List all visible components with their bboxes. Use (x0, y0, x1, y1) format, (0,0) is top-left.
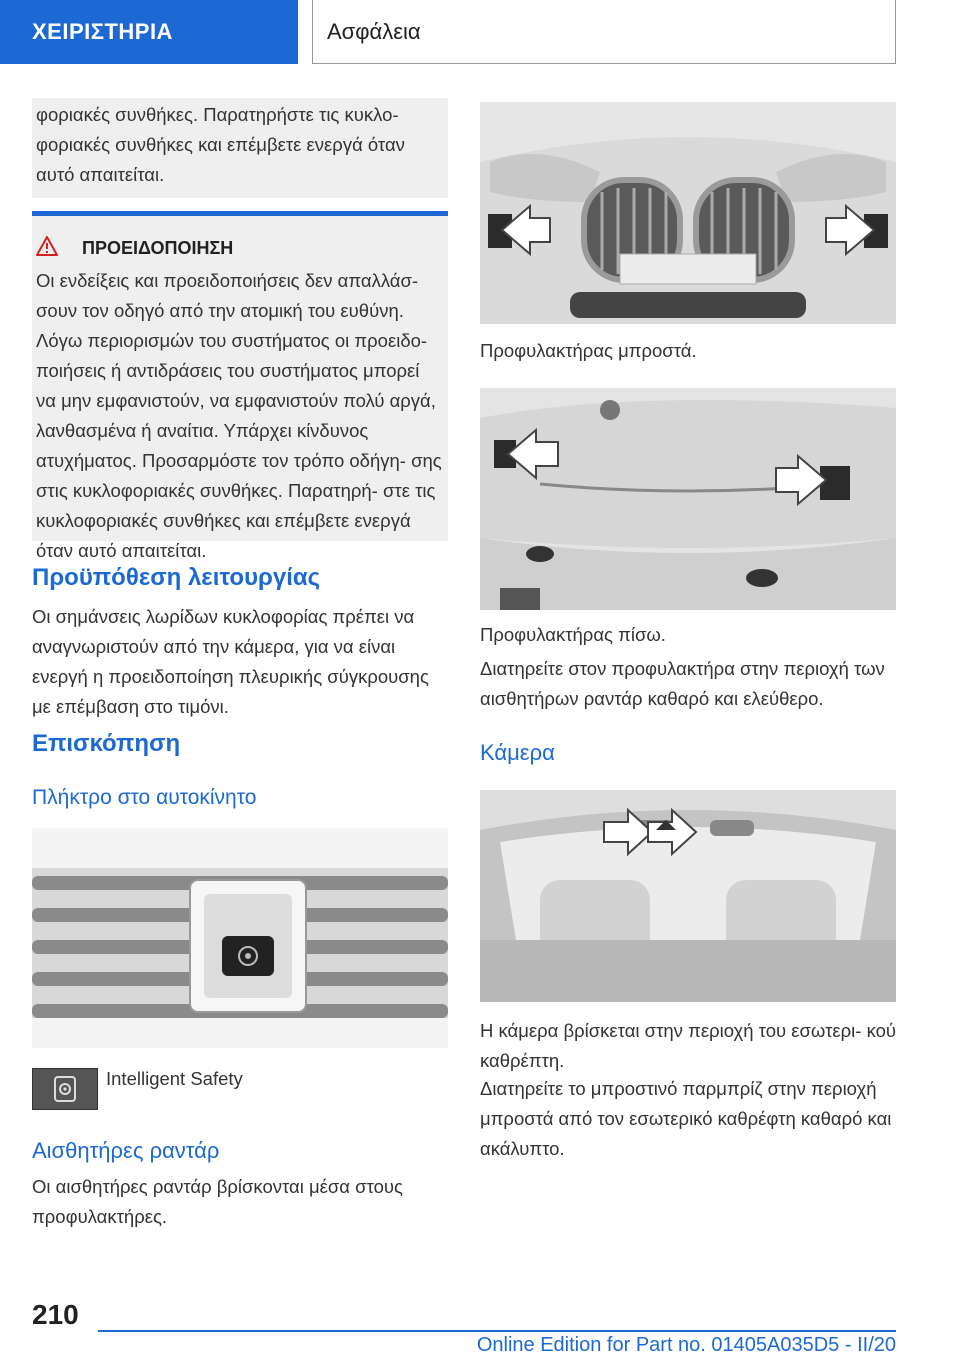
chapter-tab: ΧΕΙΡΙΣΤΗΡΙΑ (0, 0, 298, 64)
warning-title: ΠΡΟΕΙΔΟΠΟΙΗΣΗ (82, 238, 234, 258)
continued-note-text: φοριακές συνθήκες. Παρατηρήστε τις κυκλο- φοριακές συνθήκες και επέμβετε ενεργά όταν αυτό απαιτείται. (36, 104, 405, 185)
warning-triangle-icon (36, 236, 58, 261)
footer-edition[interactable]: Online Edition for Part no. 01405A035D5 - II/20 (476, 1334, 896, 1356)
rear-bumper-figure (480, 388, 896, 610)
heading-overview: Επισκόπηση (32, 730, 181, 757)
heading-prerequisite: Προϋπόθεση λειτουργίας (32, 564, 321, 591)
prerequisite-text: Οι σημάνσεις λωρίδων κυκλοφορίας πρέπει να αναγνωριστούν από την κάμερα, για να είναι ενεργή η προειδοποίηση πλευρικής σύγκρουσης με επέμβαση στο τιμόνι. (32, 606, 429, 717)
camera-keep-clean-text: Διατηρείτε το μπροστινό παρμπρίζ στην περιοχή μπροστά από τον εσωτερικό καθρέφτη καθαρό και ακάλυπτο. (480, 1078, 892, 1159)
intelligent-safety-label: Intelligent Safety (106, 1068, 243, 1089)
footer-rule (98, 1330, 896, 1332)
bumper-keep-clean-text: Διατηρείτε στον προφυλακτήρα στην περιοχή των αισθητήρων ραντάρ καθαρό και ελεύθερο. (480, 658, 885, 709)
warning-text: Οι ενδείξεις και προειδοποιήσεις δεν απαλλάσ- σουν τον οδηγό από την ατομική του ευθύνη. Λόγω περιορισμών του συστήματος οι προειδο- ποιήσεις ή αντιδράσεις του συστήματος μπορεί να μην εμφανιστούν, να εμφανιστούν πολύ αργά, λανθασμένα ή αναίτια. Υπάρχει κίνδυνος ατυχήματος. Προσαρμόστε τον τρόπο οδήγη- σης στις κυκλοφοριακές συνθήκες. Παρατηρή- στε τις κυκλοφοριακές συνθήκες και επέμβετε ενεργά όταν αυτό απαιτείται. (36, 270, 442, 561)
section-title: Ασφάλεια (312, 0, 896, 64)
camera-location-text: Η κάμερα βρίσκεται στην περιοχή του εσωτερι- κού καθρέπτη. (480, 1020, 897, 1071)
camera-figure (480, 790, 896, 1002)
caption-front-bumper: Προφυλακτήρας μπροστά. (480, 340, 697, 361)
heading-radar-sensors: Αισθητήρες ραντάρ (32, 1138, 220, 1163)
heading-button-in-car: Πλήκτρο στο αυτοκίνητο (32, 786, 257, 809)
button-figure (32, 828, 448, 1048)
caption-rear-bumper: Προφυλακτήρας πίσω. (480, 624, 666, 645)
heading-camera: Κάμερα (480, 740, 555, 765)
intelligent-safety-icon (32, 1068, 98, 1110)
front-bumper-figure (480, 102, 896, 324)
warning-header (36, 236, 233, 261)
page-number: 210 (32, 1299, 79, 1330)
radar-text: Οι αισθητήρες ραντάρ βρίσκονται μέσα στους προφυλακτήρες. (32, 1176, 403, 1227)
